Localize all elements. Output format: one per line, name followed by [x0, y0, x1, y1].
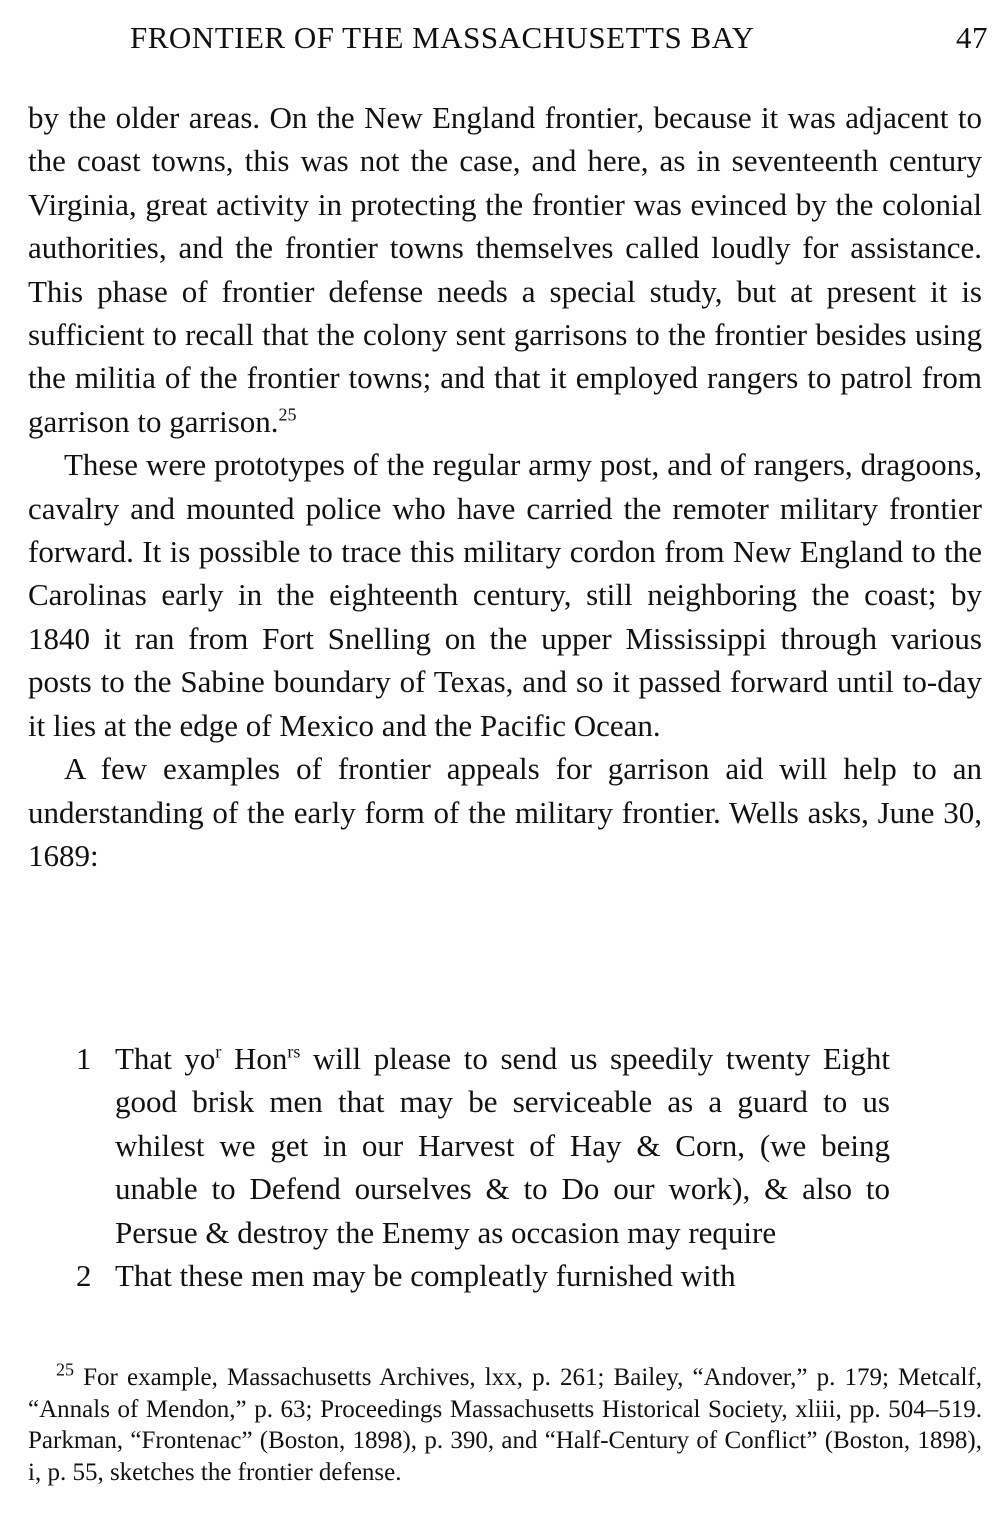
quote-item-1	[76, 1037, 890, 1254]
running-header	[130, 14, 988, 60]
paragraph-3: A few examples of frontier appeals for garrison aid will help to an understanding of the early form of the military frontier. Wells asks, June 30, 1689:	[28, 751, 982, 873]
quote-text: will please to send us speedily twenty Eight good brisk men that may be serviceable as a guard to us whilest we get in our Harvest of Hay & Corn, (we being unable to Defend ourselves & to Do our work), & also to Persue & destroy the Enemy as occasion may require	[115, 1041, 890, 1250]
quote-text: That these men may be compleatly furnished with	[115, 1258, 736, 1294]
quote-item-number: 1	[76, 1041, 92, 1076]
footnote-25	[28, 1359, 983, 1488]
quote-text: Hon	[221, 1041, 288, 1076]
superscript: r	[215, 1041, 222, 1062]
quote-item-2	[76, 1254, 890, 1297]
page-number: 47	[956, 20, 988, 55]
paragraph-2: These were prototypes of the regular army post, and of rangers, dragoons, cavalry and mounted police who have carried the remoter military frontier forward. It is possible to trace this military cordon from New England to the Carolinas early in the eighteenth century, still neighboring the coast; by 1840 it ran from Fort Snelling on the upper Mississippi through various posts to the Sabine boundary of Texas, and so it passed forward until to-day it lies at the edge of Mexico and the Pacific Ocean.	[28, 447, 982, 743]
footnote	[28, 1359, 983, 1488]
footnote-reference: 25	[278, 404, 297, 425]
quote-text: That yo	[115, 1041, 216, 1076]
main-text	[28, 96, 982, 877]
superscript: rs	[287, 1041, 301, 1062]
footnote-marker: 25	[56, 1359, 74, 1380]
running-title: FRONTIER OF THE MASSACHUSETTS BAY	[130, 20, 755, 55]
quote-item-number: 2	[76, 1258, 92, 1294]
footnote-text: For example, Massachusetts Archives, lxx, p. 261; Bailey, “Andover,” p. 179; Metcalf, “Annals of Mendon,” p. 63; Proceedings Massachusetts Historical Society, xliii, pp. 504–519. Parkman, “Frontenac” (Boston, 1898), p. 390, and “Half-Century of Conflict” (Boston, 1898), i, p. 55, sketches the frontier defense.	[28, 1364, 983, 1486]
block-quote	[76, 1037, 890, 1297]
paragraph-1-text: by the older areas. On the New England frontier, because it was adjacent to the coast towns, this was not the case, and here, as in seventeenth century Virginia, great activity in protecting the frontier was evinced by the colonial authorities, and the frontier towns themselves called loudly for assistance. This phase of frontier defense needs a special study, but at present it is sufficient to recall that the colony sent garrisons to the frontier besides using the militia of the frontier towns; and that it employed rangers to patrol from garrison to garrison.	[28, 100, 982, 439]
paragraph-1	[28, 96, 982, 443]
